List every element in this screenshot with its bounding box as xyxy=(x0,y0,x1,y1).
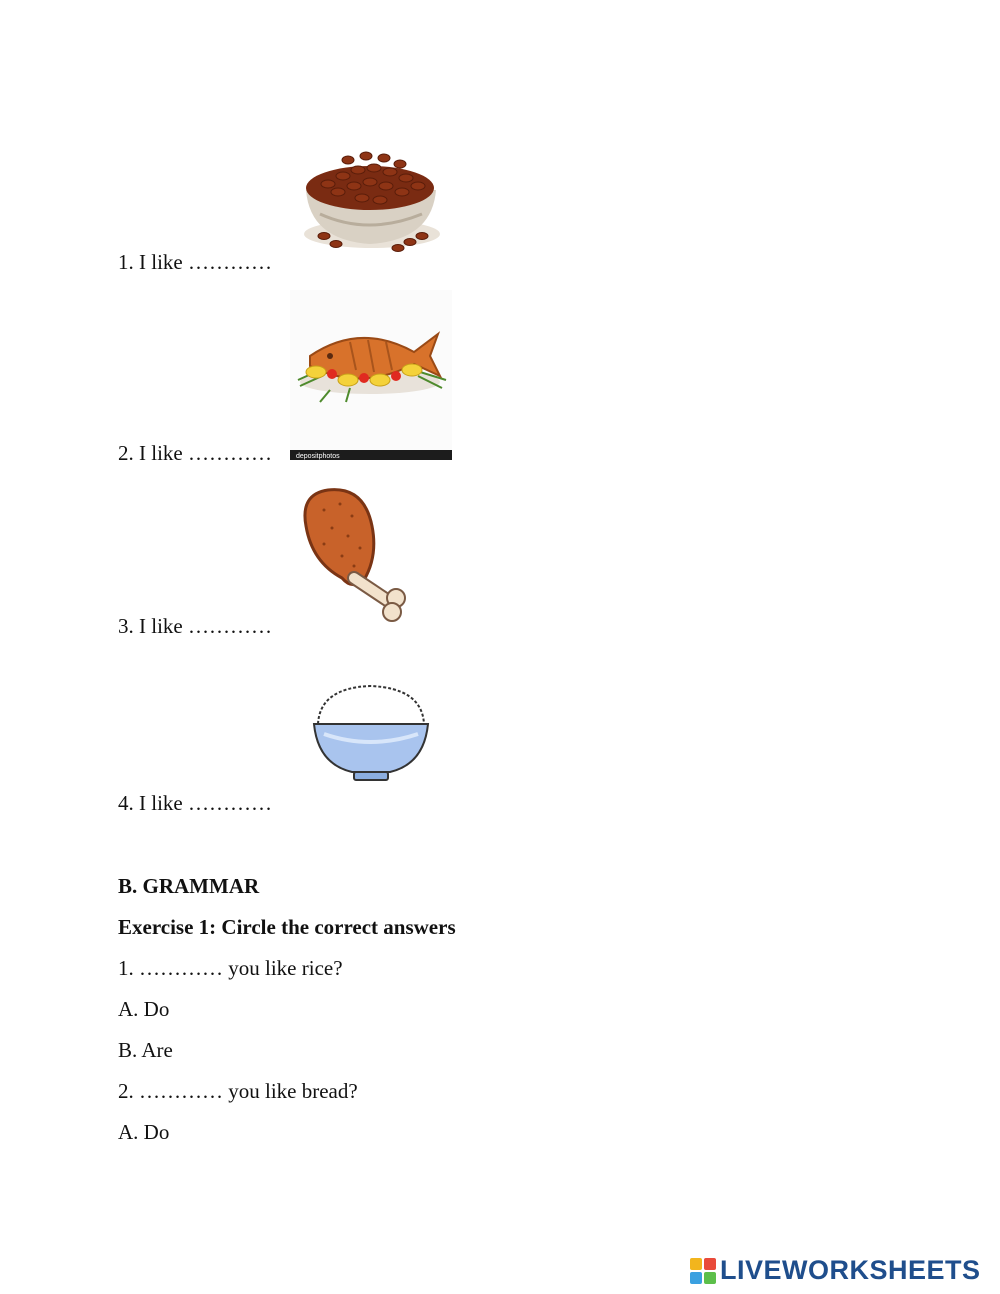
question-1-option-b[interactable]: B. Are xyxy=(118,1038,173,1062)
liveworksheets-logo-text: LIVEWORKSHEETS xyxy=(720,1254,981,1285)
liveworksheets-logo xyxy=(690,1254,981,1286)
question-2-option-a[interactable]: A. Do xyxy=(118,1120,170,1144)
rice-bowl-image xyxy=(310,684,432,784)
question-2: 2. ………… you like bread? xyxy=(118,1079,358,1103)
vocab-item-3: 3. I like ………… xyxy=(118,614,272,638)
question-1-option-a[interactable]: A. Do xyxy=(118,997,170,1021)
chicken-leg-image xyxy=(294,486,434,628)
grilled-fish-image xyxy=(290,290,452,462)
vocab-item-4: 4. I like ………… xyxy=(118,791,272,815)
vocab-item-1: 1. I like ………… xyxy=(118,250,272,274)
vocab-item-2: 2. I like ………… xyxy=(118,441,272,465)
question-1: 1. ………… you like rice? xyxy=(118,956,343,980)
depositphotos-watermark: depositphotos xyxy=(296,453,340,460)
grammar-heading: B. GRAMMAR xyxy=(118,874,260,898)
exercise-title: Exercise 1: Circle the correct answers xyxy=(118,915,456,939)
liveworksheets-logo-icon xyxy=(690,1256,718,1284)
beans-bowl-image xyxy=(298,140,444,254)
